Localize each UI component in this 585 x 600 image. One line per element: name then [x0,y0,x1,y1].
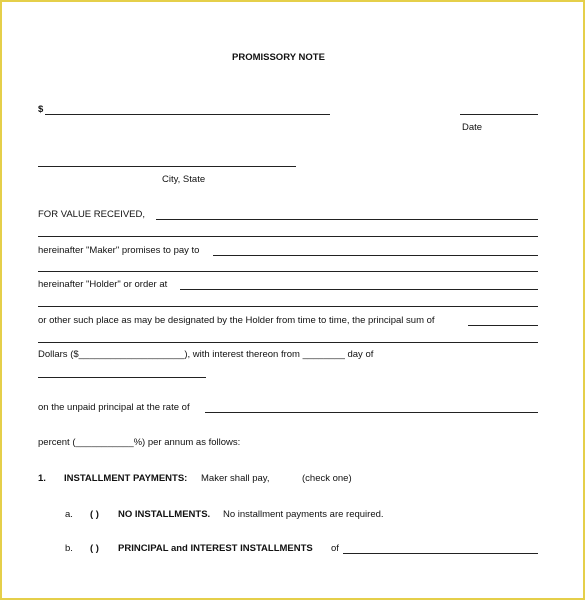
option-a-text: No installment payments are required. [223,509,384,520]
city-state-label: City, State [162,174,206,185]
amount-field-line[interactable] [45,114,330,115]
option-b-heading: PRINCIPAL and INTEREST INSTALLMENTS [118,543,313,554]
dollar-sign: $ [38,104,44,115]
option-b-letter: b. [65,543,73,554]
option-a-heading: NO INSTALLMENTS. [118,509,211,520]
section-1-text: Maker shall pay, [201,473,270,484]
percent-text: percent (___________%) per annum as follows: [38,437,241,448]
unpaid-principal-text: on the unpaid principal at the rate of [38,402,190,413]
maker-promise-text: hereinafter "Maker" promises to pay to [38,245,200,256]
section-1-heading: INSTALLMENT PAYMENTS: [64,473,188,484]
holder-order-text: hereinafter "Holder" or order at [38,279,168,290]
option-b-text: of [331,543,339,554]
document-title: PROMISSORY NOTE [232,52,325,63]
payment-address-field-line-2[interactable] [38,306,538,307]
option-a-checkbox[interactable]: ( ) [90,509,99,520]
city-state-field-line[interactable] [38,166,296,167]
section-1-number: 1. [38,473,46,484]
holder-name-field-line-2[interactable] [38,271,538,272]
rate-field-line[interactable] [205,412,538,413]
other-place-text: or other such place as may be designated by the Holder from time to time, the principal sum of [38,315,435,326]
dollars-interest-text: Dollars ($____________________), with interest thereon from ________ day of [38,349,374,360]
date-field-line[interactable] [460,114,538,115]
date-label: Date [462,122,483,133]
principal-sum-field-line-2[interactable] [38,342,538,343]
interest-date-field-line[interactable] [38,377,206,378]
option-b-checkbox[interactable]: ( ) [90,543,99,554]
for-value-text: FOR VALUE RECEIVED, [38,209,145,220]
maker-name-field-line[interactable] [156,219,538,220]
installment-amount-field-line[interactable] [343,553,538,554]
section-1-check-one: (check one) [302,473,352,484]
maker-name-field-line-2[interactable] [38,236,538,237]
holder-name-field-line[interactable] [213,255,538,256]
option-a-letter: a. [65,509,73,520]
principal-sum-field-line[interactable] [468,325,538,326]
payment-address-field-line[interactable] [180,289,538,290]
